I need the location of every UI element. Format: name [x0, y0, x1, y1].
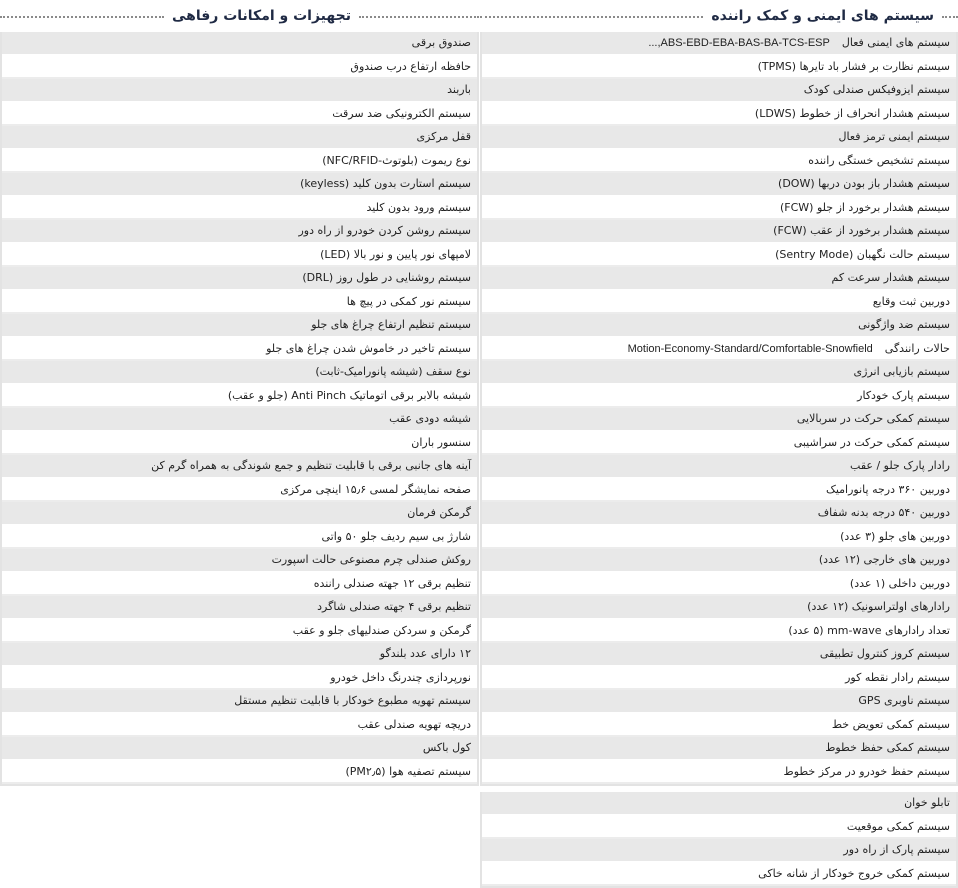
safety-section [480, 0, 958, 888]
feature-label: شیشه بالابر برقی اتوماتیک Anti Pinch (جلو و عقب) [227, 388, 471, 402]
feature-label: سیستم هشدار سرعت کم [831, 271, 950, 284]
feature-label: سیستم کمکی تعویض خط [831, 717, 950, 731]
table-row [2, 643, 477, 667]
table-row [482, 220, 956, 244]
feature-value: Motion-Economy-Standard/Comfortable-Snowfield [627, 342, 873, 355]
table-row [482, 573, 956, 597]
feature-label: سیستم نور کمکی در پیچ ها [346, 294, 471, 308]
feature-label: سیستم ورود بدون کلید [366, 200, 471, 214]
table-row [482, 150, 956, 174]
table-row [482, 479, 956, 503]
safety-table [480, 32, 958, 786]
feature-label: کول باکس [422, 741, 471, 754]
feature-label: سیستم بازیابی انرژی [853, 365, 950, 378]
feature-label: تنظیم برقی ۱۲ جهته صندلی راننده [313, 576, 471, 590]
feature-label: سیستم کمکی حفظ خطوط [825, 741, 950, 754]
feature-label: سیستم الکترونیکی ضد سرقت [332, 106, 471, 120]
header-divider [942, 16, 958, 18]
feature-label: سیستم هشدار انحراف از خطوط (LDWS) [754, 106, 950, 120]
feature-label: شیشه دودی عقب [389, 412, 471, 425]
feature-label: گرمکن فرمان [407, 506, 471, 519]
table-row [2, 32, 477, 56]
header-divider [480, 16, 703, 18]
table-row [482, 338, 956, 362]
table-row [2, 314, 477, 338]
feature-label: سیستم کمکی حرکت در سربالایی [796, 412, 950, 425]
table-row [2, 56, 477, 80]
feature-label: ۱۲ دارای عدد بلندگو [379, 647, 471, 660]
table-row [2, 267, 477, 291]
table-row [482, 291, 956, 315]
feature-label: حافظه ارتفاع درب صندوق [350, 59, 471, 73]
table-row [482, 816, 956, 840]
table-row [2, 761, 477, 785]
table-row [482, 690, 956, 714]
table-row [482, 361, 956, 385]
feature-label: سیستم کمکی خروج خودکار از شانه خاکی [758, 866, 950, 880]
table-row [482, 737, 956, 761]
feature-label: روکش صندلی چرم مصنوعی حالت اسپورت [271, 553, 471, 566]
table-row [482, 408, 956, 432]
feature-label: سیستم روشن کردن خودرو از راه دور [298, 224, 471, 237]
table-row [2, 479, 477, 503]
feature-label: سیستم پارک خودکار [857, 388, 950, 402]
table-row [2, 690, 477, 714]
table-row [482, 244, 956, 268]
comfort-table [0, 32, 479, 786]
feature-label: دوربین ۵۴۰ درجه بدنه شفاف [817, 506, 950, 519]
feature-label: رادار پارک جلو / عقب [850, 459, 950, 472]
safety-section-header [480, 0, 958, 32]
table-row [482, 385, 956, 409]
table-row [482, 549, 956, 573]
feature-label: صندوق برقی [411, 36, 471, 49]
table-row [2, 502, 477, 526]
feature-label: رادارهای اولتراسونیک (۱۲ عدد) [807, 600, 950, 613]
header-divider [359, 16, 479, 18]
feature-label: سیستم هشدار باز بودن دربها (DOW) [778, 177, 950, 190]
table-row [2, 338, 477, 362]
table-row [2, 573, 477, 597]
safety-table-extra [480, 792, 958, 888]
table-row [2, 620, 477, 644]
feature-label: سیستم استارت بدون کلید (keyless) [300, 177, 471, 190]
table-row [2, 737, 477, 761]
feature-label: سیستم ایزوفیکس صندلی کودک [803, 83, 950, 96]
comfort-section [0, 0, 479, 786]
feature-label: گرمکن و سردکن صندلیهای جلو و عقب [292, 623, 471, 637]
table-row [482, 173, 956, 197]
table-row [482, 267, 956, 291]
feature-label: سیستم ضد واژگونی [858, 318, 950, 331]
feature-label: آینه های جانبی برقی با قابلیت تنظیم و جمع شوندگی به همراه گرم کن [151, 459, 471, 472]
table-row [482, 126, 956, 150]
feature-label: سیستم حفظ خودرو در مرکز خطوط [783, 764, 950, 778]
feature-label: سیستم تهویه مطبوع خودکار با قابلیت تنظیم مستقل [234, 694, 471, 707]
feature-label: سیستم نظارت بر فشار باد تایرها (TPMS) [757, 59, 950, 73]
feature-label: سیستم رادار نقطه کور [845, 670, 950, 684]
header-divider [0, 16, 164, 18]
table-row [482, 56, 956, 80]
feature-label: سیستم ایمنی ترمز فعال [838, 130, 950, 143]
feature-label: سیستم کمکی حرکت در سراشیبی [793, 435, 950, 449]
feature-label: نورپردازی چندرنگ داخل خودرو [330, 670, 471, 684]
table-row [482, 667, 956, 691]
feature-label: دوربین داخلی (۱ عدد) [849, 576, 950, 590]
table-row [482, 314, 956, 338]
table-row [2, 244, 477, 268]
feature-label: سیستم ناوبری GPS [858, 694, 950, 707]
table-row [482, 197, 956, 221]
comfort-section-title: تجهیزات و امکانات رفاهی [171, 8, 351, 24]
comfort-section-header [0, 0, 479, 32]
table-row [2, 79, 477, 103]
feature-label: سیستم کمکی موقعیت [846, 819, 950, 833]
feature-label: سیستم هشدار برخورد از جلو (FCW) [779, 200, 950, 214]
feature-label: دوربین های جلو (۳ عدد) [840, 529, 950, 543]
table-row [482, 432, 956, 456]
table-row [2, 103, 477, 127]
feature-label: شارژ بی سیم ردیف جلو ۵۰ واتی [321, 529, 471, 543]
table-row [482, 79, 956, 103]
feature-label: دوربین ۳۶۰ درجه پانورامیک [826, 482, 950, 496]
feature-label: سیستم روشنایی در طول روز (DRL) [302, 271, 471, 284]
table-row [2, 126, 477, 150]
table-row [2, 291, 477, 315]
feature-label: دریچه تهویه صندلی عقب [357, 717, 471, 731]
feature-label: باربند [447, 83, 471, 96]
table-row [482, 761, 956, 785]
feature-label: نوع ریموت (بلوتوث-NFC/RFID) [322, 153, 471, 167]
table-row [2, 385, 477, 409]
table-row [482, 103, 956, 127]
feature-label: تعداد رادارهای mm-wave (۵ عدد) [788, 623, 950, 637]
feature-label: سیستم کروز کنترول تطبیقی [819, 647, 950, 660]
feature-value: ABS-EBD-EBA-BAS-BA-TCS-ESP,... [648, 37, 830, 49]
feature-label: سیستم تاخیر در خاموش شدن چراغ های جلو [266, 341, 471, 355]
feature-label: نوع سقف (شیشه پانورامیک-ثابت) [315, 365, 471, 378]
table-row [482, 714, 956, 738]
table-row [2, 197, 477, 221]
feature-label: سیستم تصفیه هوا (PM۲٫۵) [345, 764, 471, 778]
feature-label: لامپهای نور پایین و نور بالا (LED) [320, 247, 471, 261]
feature-label: سیستم حالت نگهبان (Sentry Mode) [775, 247, 950, 261]
table-row [2, 596, 477, 620]
table-row [2, 714, 477, 738]
table-row [482, 792, 956, 816]
table-row [482, 526, 956, 550]
table-row [2, 173, 477, 197]
feature-label: سیستم تنظیم ارتفاع چراغ های جلو [311, 318, 471, 331]
table-row [2, 526, 477, 550]
feature-label: سنسور باران [411, 435, 471, 449]
safety-section-title: سیستم های ایمنی و کمک راننده [711, 8, 934, 24]
table-row [2, 220, 477, 244]
table-row [2, 150, 477, 174]
table-row [482, 643, 956, 667]
feature-label: دوربین ثبت وقایع [872, 294, 950, 308]
table-row [2, 361, 477, 385]
feature-label: قفل مرکزی [416, 130, 471, 143]
table-row [482, 455, 956, 479]
feature-label: سیستم هشدار برخورد از عقب (FCW) [773, 224, 950, 237]
table-row [482, 863, 956, 887]
table-row [2, 549, 477, 573]
table-row [2, 667, 477, 691]
feature-label: سیستم پارک از راه دور [843, 843, 950, 856]
table-row [2, 432, 477, 456]
table-row [482, 839, 956, 863]
table-row [482, 502, 956, 526]
feature-label: صفحه نمایشگر لمسی ۱۵٫۶ اینچی مرکزی [280, 482, 471, 496]
feature-label: سیستم تشخیص خستگی راننده [808, 153, 950, 167]
feature-label: تنظیم برقی ۴ جهته صندلی شاگرد [317, 600, 471, 613]
table-row [482, 32, 956, 56]
feature-label: دوربین های خارجی (۱۲ عدد) [818, 553, 950, 566]
table-row [482, 596, 956, 620]
feature-label: حالات رانندگی [884, 341, 950, 355]
table-row [2, 455, 477, 479]
feature-label: تابلو خوان [904, 796, 950, 809]
feature-label: سیستم های ایمنی فعال [841, 36, 950, 49]
table-row [2, 408, 477, 432]
table-row [482, 620, 956, 644]
